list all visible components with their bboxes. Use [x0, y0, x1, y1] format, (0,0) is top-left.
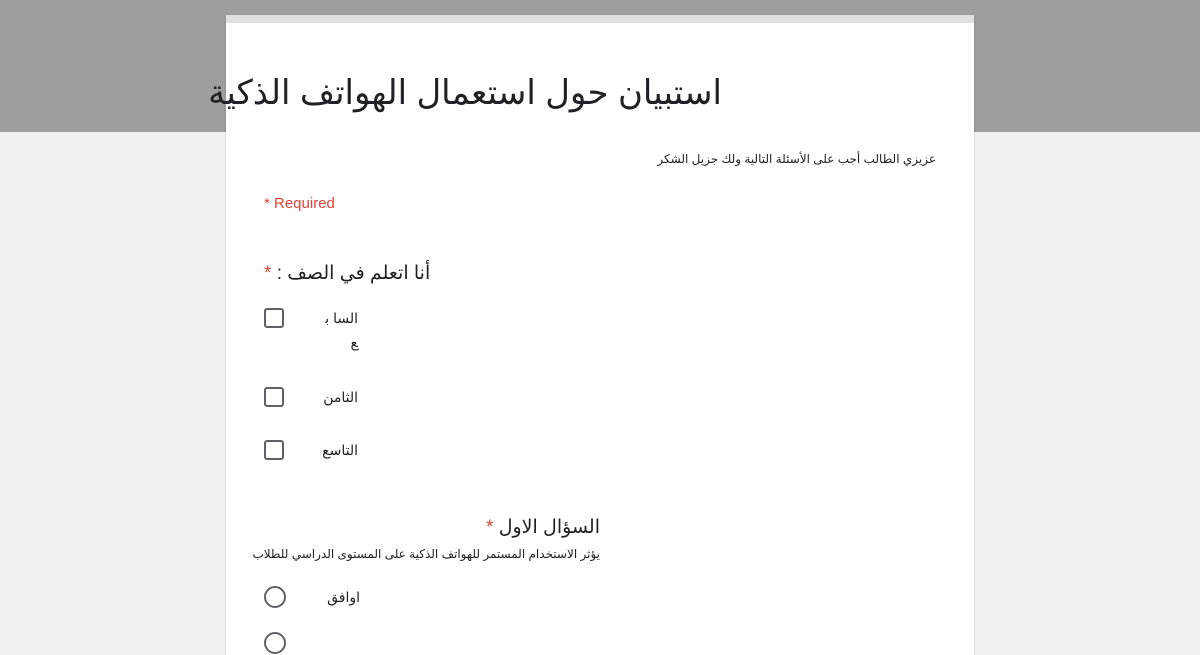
form-title: استبيان حول استعمال الهواتف الذكية [208, 74, 722, 112]
option-2[interactable] [264, 632, 360, 654]
radio-button[interactable] [264, 586, 286, 608]
checkbox[interactable] [264, 440, 284, 460]
option-label: التاسع [322, 442, 358, 458]
option-grade-8[interactable] [264, 387, 358, 409]
form-card [208, 15, 974, 655]
option-agree[interactable] [264, 586, 360, 609]
required-star: * [264, 263, 272, 284]
radio-button[interactable] [264, 632, 286, 654]
checkbox[interactable] [264, 308, 284, 328]
checkbox[interactable] [264, 387, 284, 407]
question-2-description: يؤثر الاستخدام المستمر للهواتف الذكية على المستوى الدراسي للطلاب [252, 547, 600, 561]
option-label: السا بع [325, 310, 358, 350]
required-note: * Required [264, 195, 335, 212]
required-star: * [486, 517, 494, 538]
question-2-title [486, 515, 600, 541]
question-1-label: أنا اتعلم في الصف : [276, 263, 431, 284]
option-grade-9[interactable] [264, 440, 358, 462]
option-label: اوافق [327, 589, 360, 605]
question-1-title [264, 261, 430, 287]
question-2-label: السؤال الاول [498, 517, 600, 538]
form-description: عزيزي الطالب أجب على الأسئلة التالية ولك جزيل الشكر [657, 152, 936, 166]
option-grade-7[interactable] [264, 308, 358, 354]
option-label: الثامن [323, 389, 358, 405]
